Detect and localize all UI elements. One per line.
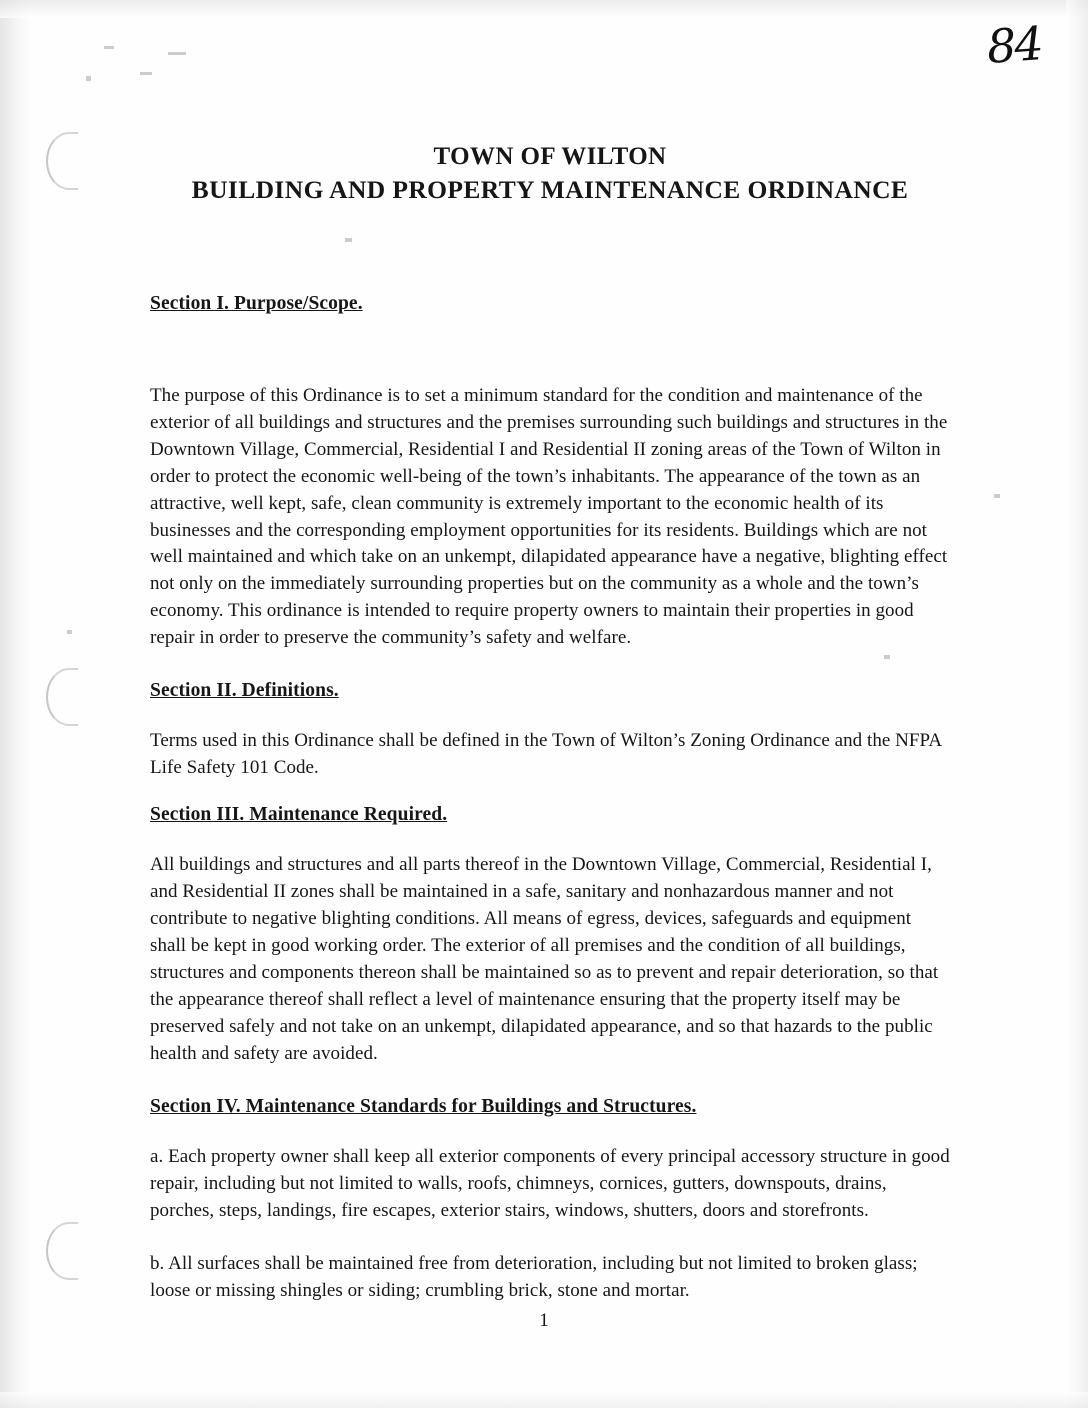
scan-speck: [140, 72, 152, 75]
scan-edge-right: [1066, 0, 1088, 1408]
section-heading-iv: Section IV. Maintenance Standards for Buildings and Structures.: [150, 1096, 697, 1118]
section-ii-paragraph: Terms used in this Ordinance shall be defined in the Town of Wilton’s Zoning Ordinance and the NFPA Life Safety 101 Code.: [150, 730, 942, 779]
title-line-2: BUILDING AND PROPERTY MAINTENANCE ORDINANCE: [191, 175, 909, 204]
page-number: 1: [539, 1310, 549, 1331]
section-iv-paragraph-a: a. Each property owner shall keep all exterior components of every principal accessory structure in good repair, including but not limited to walls, roofs, chimneys, cornices, gutters, downspouts, drains, porches, steps, landings, fire escapes, exterior stairs, windows, shutters, doors and storefronts.: [150, 1146, 950, 1221]
title-line-1: TOWN OF WILTON: [433, 143, 667, 170]
section-heading-i: Section I. Purpose/Scope.: [150, 292, 363, 314]
document-body: [150, 140, 950, 1305]
page-title: [150, 140, 950, 207]
hole-punch-mark-icon: [46, 1222, 78, 1280]
scan-speck: [168, 52, 186, 55]
section-i-paragraph: The purpose of this Ordinance is to set a minimum standard for the condition and maintenance of the exterior of all buildings and structures and the premises surrounding such buildings and structures in the Downtown Village, Commercial, Residential I and Residential II zoning areas of the Town of Wilton in order to protect the economic well-being of the town’s inhabitants. The appearance of the town as an attractive, well kept, safe, clean community is extremely important to the economic health of its businesses and the corresponding employment opportunities for its residents. Buildings which are not well maintained and which take on an unkempt, dilapidated appearance have a negative, blighting effect not only on the immediately surrounding properties but on the community as a whole and the town’s economy. This ordinance is intended to require property owners to maintain their properties in good repair in order to preserve the community’s safety and welfare.: [150, 384, 948, 649]
scan-speck: [67, 630, 72, 634]
section-iv-paragraph-b: b. All surfaces shall be maintained free from deterioration, including but not limited to broken glass; loose or missing shingles or siding; crumbling brick, stone and mortar.: [150, 1252, 918, 1301]
handwritten-page-stamp: 84: [985, 16, 1044, 74]
scan-edge-bottom: [0, 1392, 1088, 1408]
section-heading-iii: Section III. Maintenance Required.: [150, 804, 448, 826]
scan-edge-left: [0, 0, 34, 1408]
hole-punch-mark-icon: [46, 132, 78, 190]
scan-speck: [104, 46, 114, 49]
section-heading-ii: Section II. Definitions.: [150, 680, 339, 702]
hole-punch-mark-icon: [46, 668, 78, 726]
section-iii-paragraph: All buildings and structures and all parts thereof in the Downtown Village, Commercial, Residential I, and Residential II zones shall be maintained in a safe, sanitary and nonhazardous manner and not contribute to negative blighting conditions. All means of egress, devices, safeguards and equipment shall be kept in good working order. The exterior of all premises and the condition of all buildings, structures and components thereon shall be maintained so as to prevent and repair deterioration, so that the appearance thereof shall reflect a level of maintenance ensuring that the property itself may be preserved safely and not take on an unkempt, dilapidated appearance, and so that hazards to the public health and safety are avoided.: [150, 854, 939, 1065]
scan-speck: [86, 76, 91, 81]
scan-edge-top: [0, 0, 1088, 18]
scan-speck: [994, 494, 1000, 498]
